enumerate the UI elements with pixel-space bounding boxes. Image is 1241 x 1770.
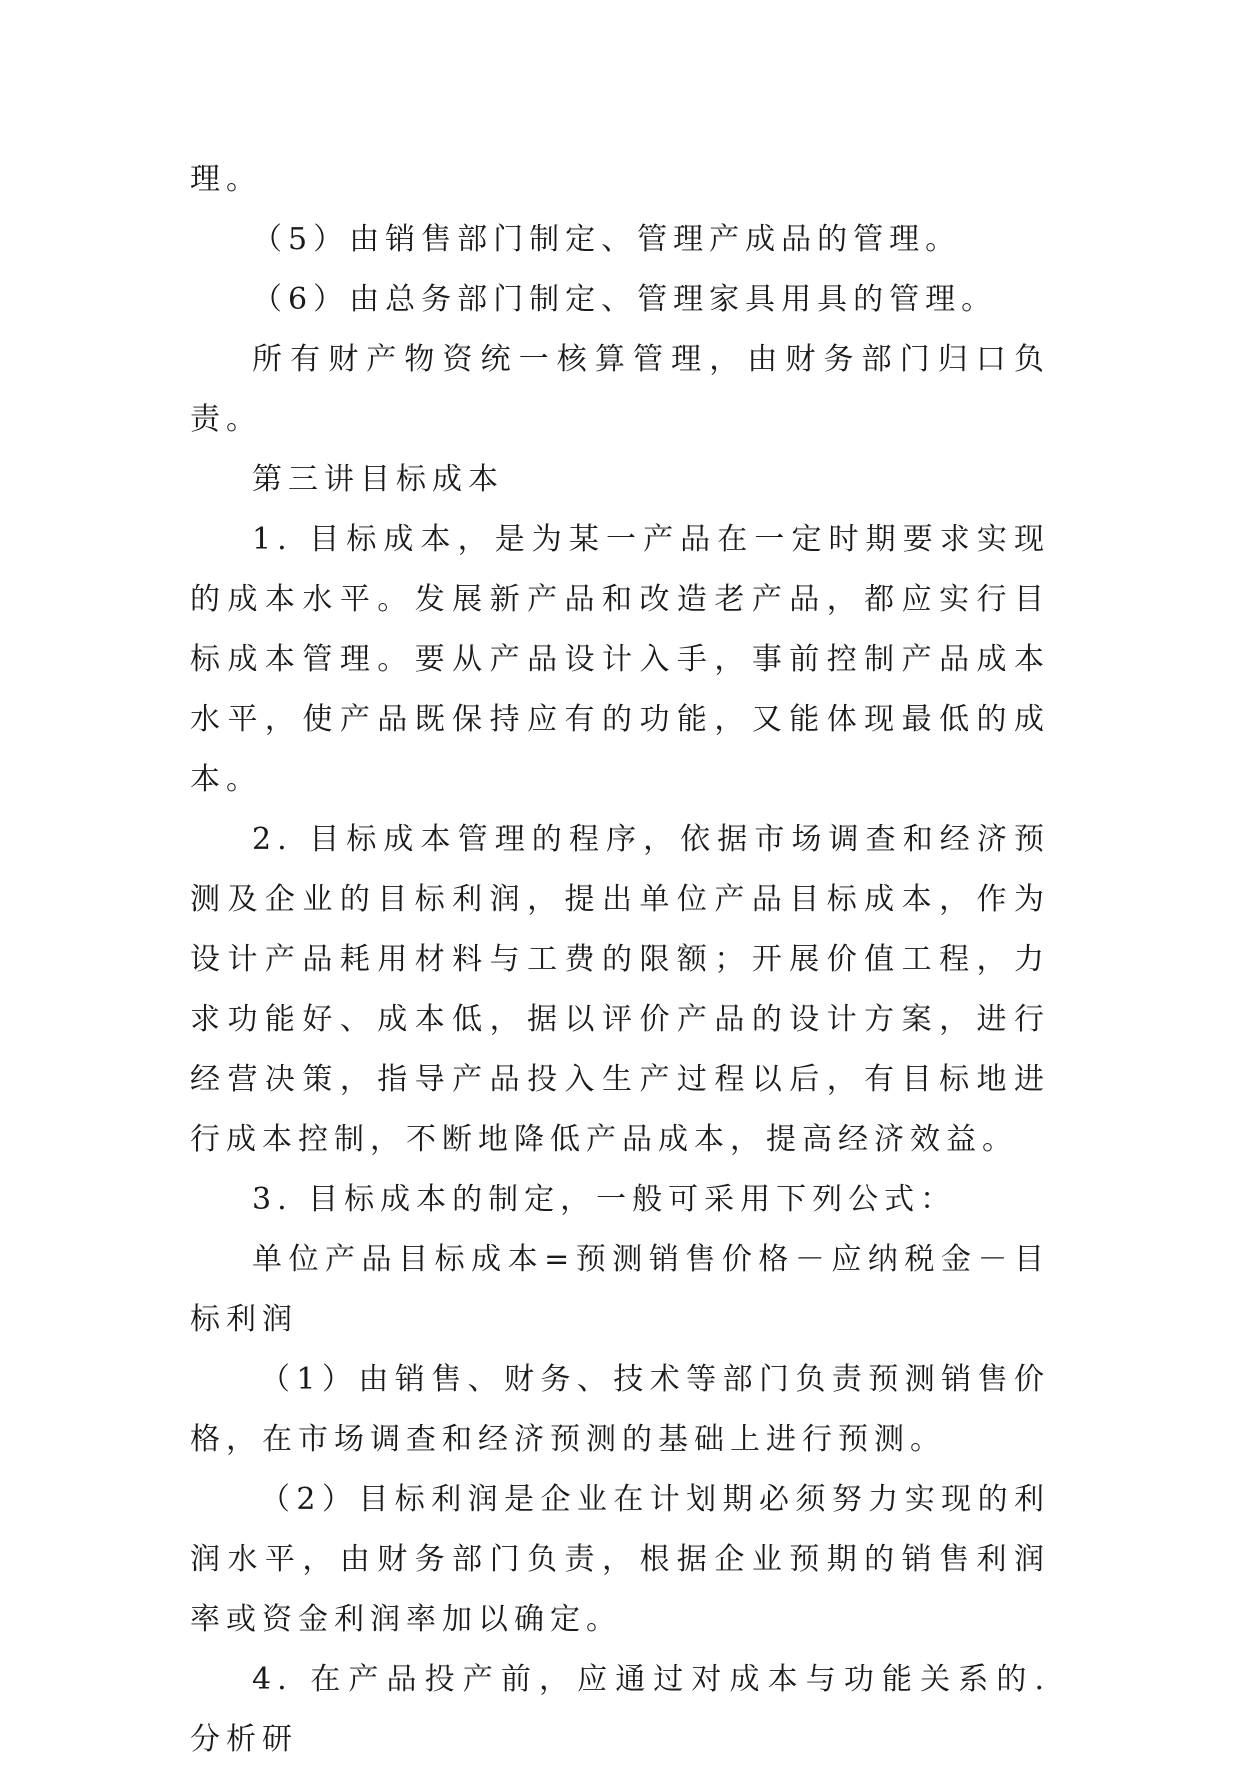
paragraph-subitem-2: （2）目标利润是企业在计划期必须努力实现的利润水平，由财务部门负责，根据企业预期的销售利润率或资金利润率加以确定。	[190, 1482, 1050, 1637]
paragraph-point-3: 3. 目标成本的制定，一般可采用下列公式：	[252, 1182, 957, 1217]
paragraph-summary: 所有财产物资统一核算管理，由财务部门归口负责。	[190, 342, 1050, 437]
paragraph-item-5: （5）由销售部门制定、管理产成品的管理。	[252, 222, 962, 257]
paragraph-point-4: 4. 在产品投产前，应通过对成本与功能关系的. 分析研	[190, 1662, 1050, 1757]
paragraph-subitem-1: （1）由销售、财务、技术等部门负责预测销售价格，在市场调查和经济预测的基础上进行预测。	[190, 1362, 1050, 1457]
paragraph-continuation: 理。	[190, 162, 262, 197]
paragraph-point-2: 2. 目标成本管理的程序，依据市场调查和经济预测及企业的目标利润，提出单位产品目标成本，作为设计产品耗用材料与工费的限额；开展价值工程，力求功能好、成本低，据以评价产品的设计方案，进行经营决策，指导产品投入生产过程以后，有目标地进行成本控制，不断地降低产品成本，提高经济效益。	[190, 822, 1050, 1157]
section-heading: 第三讲目标成本	[252, 462, 504, 497]
formula-line: 单位产品目标成本=预测销售价格－应纳税金－目标利润	[190, 1242, 1050, 1337]
document-page	[190, 150, 1050, 1770]
paragraph-item-6: （6）由总务部门制定、管理家具用具的管理。	[252, 282, 998, 317]
paragraph-point-1: 1. 目标成本，是为某一产品在一定时期要求实现的成本水平。发展新产品和改造老产品，都应实行目标成本管理。要从产品设计入手，事前控制产品成本水平，使产品既保持应有的功能，又能体现最低的成本。	[190, 522, 1050, 797]
